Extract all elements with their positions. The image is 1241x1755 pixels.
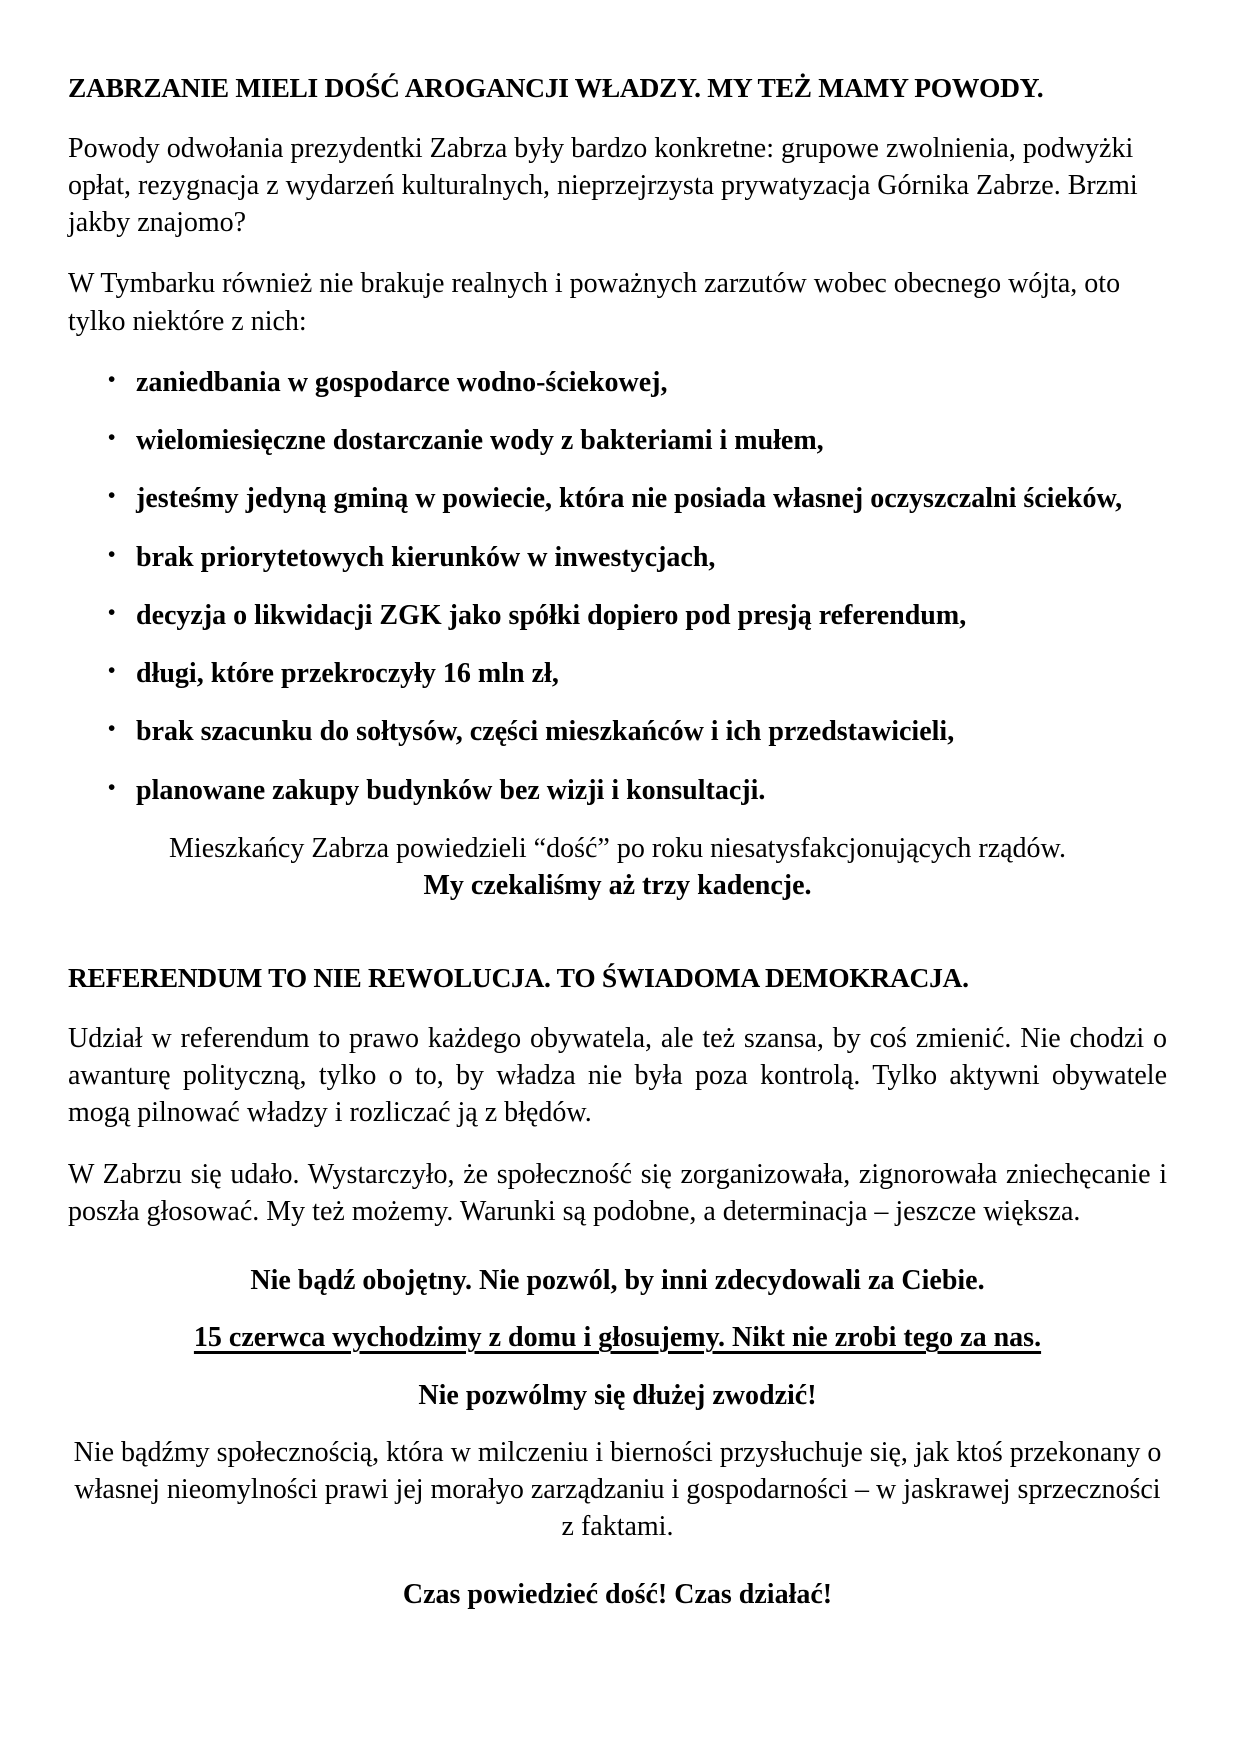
para-zabrze-sukces: W Zabrzu się udało. Wystarczyło, że społeczność się zorganizowała, zignorowała zniechęcanie i poszła głosować. My też możemy. Warunki są podobne, a determinacja – jeszcze większa. <box>68 1158 1167 1227</box>
cta-nie-pozwolmy: Nie pozwólmy się dłużej zwodzić! <box>418 1379 817 1411</box>
cta-nie-badz-obojetny: Nie bądź obojętny. Nie pozwól, by inni zdecydowali za Ciebie. <box>250 1265 985 1297</box>
section1-heading: ZABRZANIE MIELI DOŚĆ AROGANCJI WŁADZY. MY TEŻ MAMY POWODY. <box>68 72 1044 103</box>
para-tymbark-zarzuty: W Tymbarku również nie brakuje realnych i poważnych zarzutów wobec obecnego wójta, oto tylko niektóre z nich: <box>68 268 1121 337</box>
final-call-to-action: Czas powiedzieć dość! Czas działać! <box>402 1578 833 1610</box>
grievances-list <box>68 364 1167 809</box>
grievance-item: • brak priorytetowych kierunków w inwestycjach, <box>108 539 1167 576</box>
closing-statement-zabrze: Mieszkańcy Zabrza powiedzieli “dość” po roku niesatysfakcjonujących rządów. <box>169 832 1066 864</box>
grievance-item: • długi, które przekroczyły 16 mln zł, <box>108 655 1167 692</box>
grievance-item: • jesteśmy jedyną gminą w powiecie, która nie posiada własnej oczyszczalni ścieków, <box>108 480 1167 517</box>
para-udzial-referendum: Udział w referendum to prawo każdego obywatela, ale też szansa, by coś zmienić. Nie chodzi o awanturę polityczną, tylko o to, by władza nie była poza kontrolą. Tylko aktywni obywatele mogą pilnować władzy i rozliczać ją z błędów. <box>68 1023 1167 1129</box>
section2-heading: REFERENDUM TO NIE REWOLUCJA. TO ŚWIADOMA DEMOKRACJA. <box>68 962 969 994</box>
grievance-item: • decyzja o likwidacji ZGK jako spółki dopiero pod presją referendum, <box>108 597 1167 634</box>
grievance-item: • planowane zakupy budynków bez wizji i konsultacji. <box>108 772 1167 809</box>
section1-closing <box>68 830 1167 904</box>
grievance-item: • wielomiesięczne dostarczanie wody z bakteriami i mułem, <box>108 422 1167 459</box>
para-powody-odwolania: Powody odwołania prezydentki Zabrza były bardzo konkretne: grupowe zwolnienia, podwyżki opłat, rezygnacja z wydarzeń kulturalnych, nieprzejrzysta prywatyzacja Górnika Zabrze. Brzmi jakby znajomo? <box>68 132 1138 239</box>
cta-15-czerwca-text: 15 czerwca wychodzimy z domu i głosujemy. Nikt nie zrobi tego za nas. <box>193 1322 1042 1354</box>
grievance-item: • brak szacunku do sołtysów, części mieszkańców i ich przedstawicieli, <box>108 713 1167 750</box>
cta-15-czerwca <box>68 1319 1167 1356</box>
grievance-item: • zaniedbania w gospodarce wodno-ściekowej, <box>108 364 1167 401</box>
para-spolecznosc: Nie bądźmy społecznością, która w milczeniu i bierności przysłuchuje się, jak ktoś przekonany o własnej nieomylności prawi jej morałyo zarządzaniu i gospodarności – w jaskrawej sprzeczności z faktami. <box>73 1436 1162 1543</box>
closing-statement-kadencje: My czekaliśmy aż trzy kadencje. <box>423 870 812 902</box>
